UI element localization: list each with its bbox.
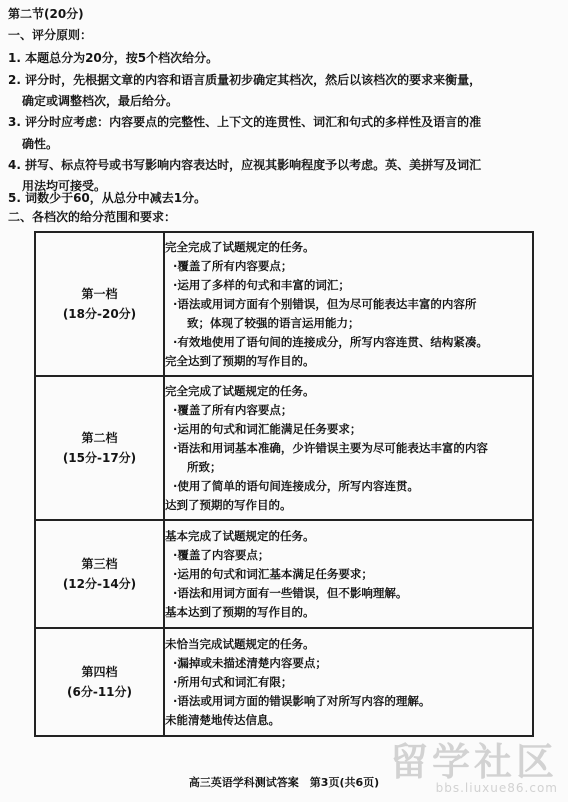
level-summary: 未恰当完成试题规定的任务。 bbox=[165, 636, 315, 651]
level-name: 第三档 bbox=[81, 557, 118, 571]
level-row bbox=[35, 232, 533, 376]
level-description-cell bbox=[164, 232, 533, 376]
level-label-cell bbox=[35, 232, 164, 376]
level-row bbox=[35, 628, 533, 736]
level-score-range: (15分-17分) bbox=[62, 451, 137, 465]
principle-item-continued: 用法均可接受。 bbox=[22, 179, 107, 193]
level-row bbox=[35, 376, 533, 520]
criterion-bullet: ·覆盖了内容要点； bbox=[173, 547, 270, 562]
level-summary: 基本达到了预期的写作目的。 bbox=[165, 604, 315, 619]
criterion-bullet: ·运用的句式和词汇能满足任务要求； bbox=[173, 421, 362, 436]
level-summary: 完全达到了预期的写作目的。 bbox=[165, 353, 315, 368]
principle-item: 5. 词数少于60，从总分中减去1分。 bbox=[8, 191, 207, 205]
level-label-cell bbox=[35, 376, 164, 520]
criterion-bullet: ·语法和用词方面有一些错误，但不影响理解。 bbox=[173, 585, 408, 600]
principle-item: 4. 拼写、标点符号或书写影响内容表达时，应视其影响程度予以考虑。英、美拼写及词汇 bbox=[8, 158, 482, 172]
level-score-range: (12分-14分) bbox=[62, 577, 137, 591]
level-name: 第四档 bbox=[81, 665, 118, 679]
principle-item: 3. 评分时应考虑：内容要点的完整性、上下文的连贯性、词汇和句式的多样性及语言的准 bbox=[8, 115, 482, 129]
level-summary: 完全完成了试题规定的任务。 bbox=[165, 239, 315, 254]
level-label-cell bbox=[35, 628, 164, 736]
criterion-bullet: ·运用了多样的句式和丰富的词汇； bbox=[173, 277, 350, 292]
criterion-bullet: ·使用了简单的语句间连接成分，所写内容连贯。 bbox=[173, 478, 419, 493]
principles-heading: 一、评分原则： bbox=[8, 28, 93, 42]
watermark-url: bbs.liuxue86.com bbox=[435, 781, 558, 795]
criterion-bullet: ·语法或用词方面的错误影响了对所写内容的理解。 bbox=[173, 693, 431, 708]
criterion-bullet: ·有效地使用了语句间的连接成分，所写内容连贯、结构紧凑。 bbox=[173, 334, 488, 349]
level-summary: 完全完成了试题规定的任务。 bbox=[165, 383, 315, 398]
criterion-continued: 所致； bbox=[187, 459, 222, 474]
principle-item-continued: 确定或调整档次，最后给分。 bbox=[22, 94, 179, 108]
criterion-bullet: ·语法和用词基本准确，少许错误主要为尽可能表达丰富的内容 bbox=[173, 440, 488, 455]
level-description-cell bbox=[164, 628, 533, 736]
levels-heading: 二、各档次的给分范围和要求： bbox=[8, 210, 177, 224]
principle-item: 2. 评分时，先根据文章的内容和语言质量初步确定其档次，然后以该档次的要求来衡量， bbox=[8, 73, 482, 87]
level-name: 第二档 bbox=[81, 431, 118, 445]
level-summary: 未能清楚地传达信息。 bbox=[165, 712, 280, 727]
level-name: 第一档 bbox=[81, 287, 118, 301]
level-description-cell bbox=[164, 376, 533, 520]
watermark bbox=[390, 742, 558, 794]
level-score-range: (18分-20分) bbox=[62, 307, 137, 321]
level-description-cell bbox=[164, 520, 533, 628]
principle-item: 1. 本题总分为20分，按5个档次给分。 bbox=[8, 51, 219, 65]
criterion-bullet: ·覆盖了所有内容要点； bbox=[173, 402, 293, 417]
scoring-levels-table bbox=[34, 231, 534, 737]
criterion-continued: 致；体现了较强的语言运用能力； bbox=[187, 315, 360, 330]
criterion-bullet: ·运用的句式和词汇基本满足任务要求； bbox=[173, 566, 373, 581]
level-summary: 达到了预期的写作目的。 bbox=[165, 497, 292, 512]
criterion-bullet: ·语法或用词方面有个别错误，但为尽可能表达丰富的内容所 bbox=[173, 296, 477, 311]
page-footer: 高三英语学科测试答案 第3页(共6页) bbox=[188, 776, 380, 789]
watermark-logo: 留学社区 bbox=[389, 740, 558, 784]
section-heading: 第二节(20分) bbox=[8, 7, 84, 21]
level-score-range: (6分-11分) bbox=[67, 685, 132, 699]
level-label-cell bbox=[35, 520, 164, 628]
principle-item-continued: 确性。 bbox=[22, 137, 59, 151]
level-summary: 基本完成了试题规定的任务。 bbox=[165, 528, 315, 543]
criterion-bullet: ·覆盖了所有内容要点； bbox=[173, 258, 293, 273]
criterion-bullet: ·所用句式和词汇有限； bbox=[173, 674, 293, 689]
level-row bbox=[35, 520, 533, 628]
criterion-bullet: ·漏掉或未描述清楚内容要点； bbox=[173, 655, 327, 670]
